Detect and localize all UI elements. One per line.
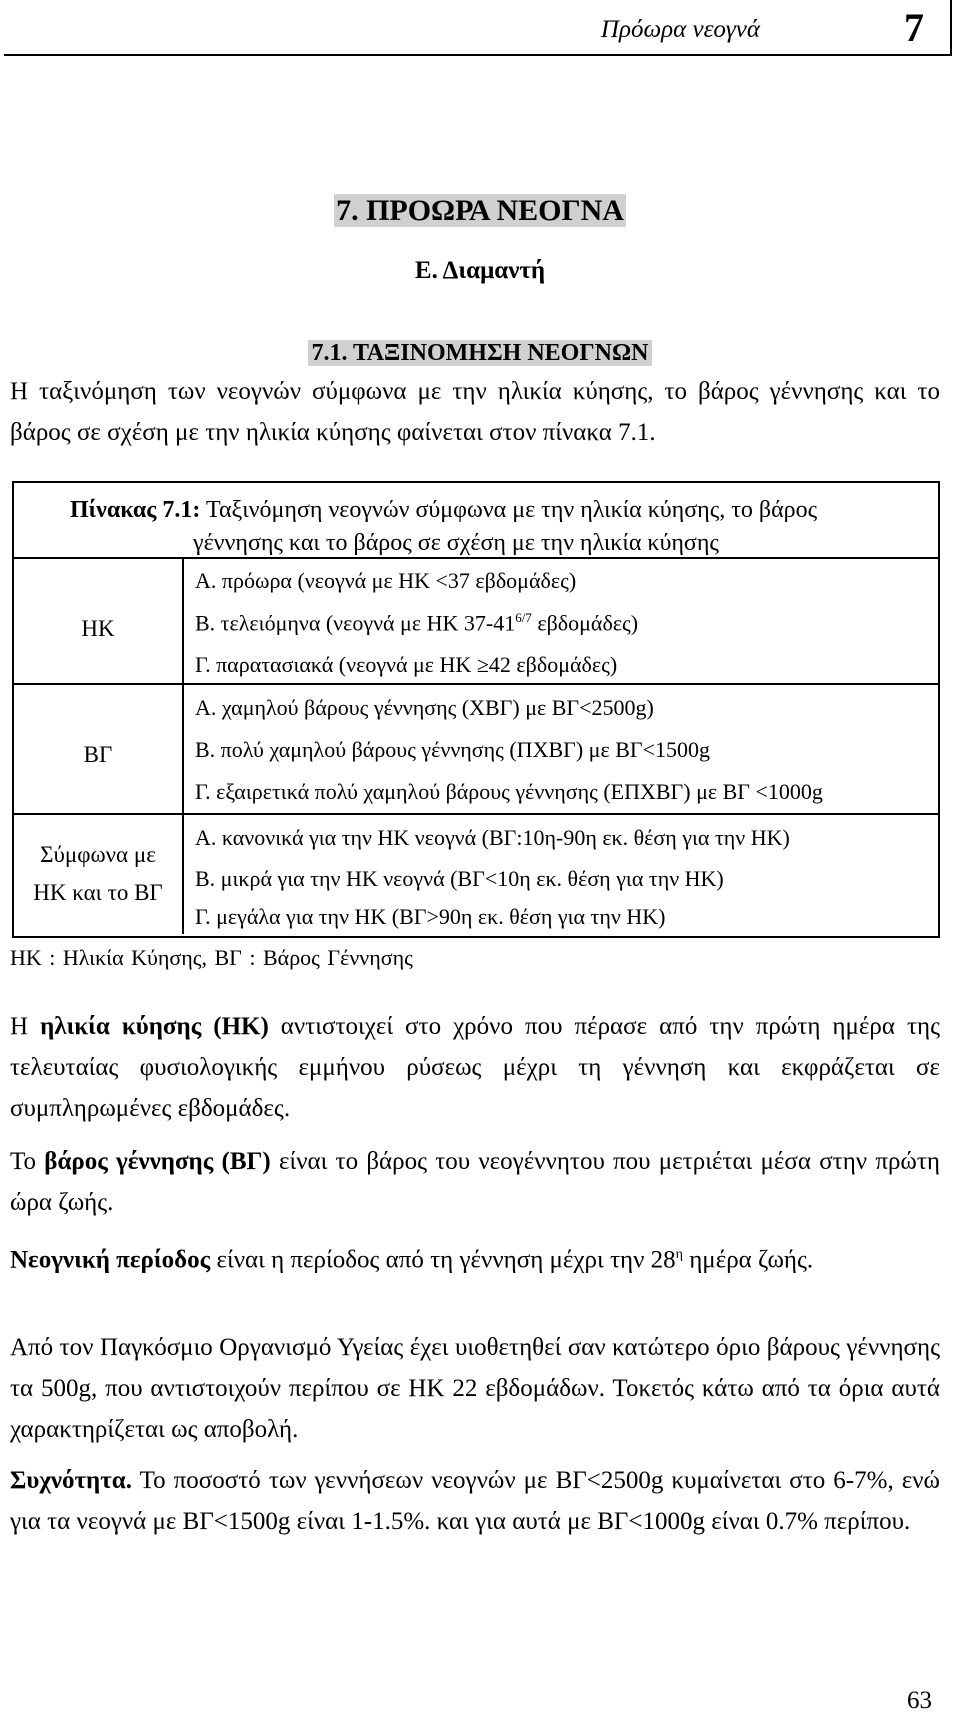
chapter-title (0, 194, 960, 228)
chapter-author: Ε. Διαμαντή (414, 257, 546, 284)
table-item: Β. μικρά για την ΗΚ νεογνά (ΒΓ<10η εκ. θέση για την ΗΚ) (195, 866, 724, 891)
paragraph-frequency (10, 1460, 940, 1542)
paragraph-term: Συχνότητα. (10, 1467, 132, 1494)
paragraph-text: Το (10, 1148, 45, 1175)
table-item-tail: εβδομάδες) (531, 610, 639, 636)
section-intro-paragraph: Η ταξινόμηση των νεογνών σύμφωνα με την ηλικία κύησης, το βάρος γέννησης και το βάρος σε σχέση με την ηλικία κύησης φαίνεται στον πίνακα 7.1. (10, 378, 940, 446)
table-category-birth-weight (14, 736, 182, 774)
table-item: Α. χαμηλού βάρους γέννησης (ΧΒΓ) με ΒΓ<2500g) (195, 695, 654, 720)
table-item (195, 610, 638, 636)
table-caption-line1: Ταξινόμηση νεογνών σύμφωνα με την ηλικία κύησης, το βάρος (200, 497, 818, 523)
running-title: Πρόωρα νεογνά (600, 16, 760, 43)
category-label-line: Σύμφωνα με (40, 842, 156, 867)
page-number: 63 (907, 1687, 932, 1714)
table-item: Α. πρόωρα (νεογνά με ΗΚ <37 εβδομάδες) (195, 568, 577, 593)
paragraph-gestational-age (10, 1006, 940, 1129)
paragraph-neonatal-period (10, 1234, 940, 1280)
table-item: Β. πολύ χαμηλού βάρους γέννησης (ΠΧΒΓ) με ΒΓ<1500g (195, 737, 711, 762)
table-category-weight-for-age (14, 836, 182, 912)
table-row-divider (12, 683, 938, 685)
paragraph-term: βάρος γέννησης (ΒΓ) (44, 1148, 271, 1175)
section-title-text: 7.1. ΤΑΞΙΝΟΜΗΣΗ ΝΕΟΓΝΩΝ (308, 340, 651, 366)
table-caption-number: Πίνακας 7.1: (70, 497, 201, 523)
table-item: Α. κανονικά για την ΗΚ νεογνά (ΒΓ:10η-90η εκ. θέση για την ΗΚ) (195, 825, 790, 850)
table-item-text: Β. τελειόμηνα (νεογνά με ΗΚ 37-41 (195, 610, 516, 636)
header-vertical-rule (950, 0, 952, 54)
category-label: ΒΓ (83, 742, 113, 767)
paragraph-term: ηλικία κύησης (ΗΚ) (40, 1013, 269, 1040)
paragraph-text: Η (10, 1013, 41, 1040)
table-row-divider (12, 813, 938, 815)
table-abbreviations: ΗΚ : Ηλικία Κύησης, ΒΓ : Βάρος Γέννησης (10, 945, 413, 970)
paragraph-text: ημέρα ζωής. (682, 1246, 814, 1274)
header-horizontal-rule (4, 54, 952, 56)
paragraph-term: Νεογνική περίοδος (10, 1246, 211, 1274)
page-header (0, 0, 960, 58)
paragraph-text: είναι το βάρος του νεογέννητου που μετριέται μέσα στην πρώτη ώρα ζωής. (10, 1148, 940, 1216)
table-category-gestational-age (14, 610, 182, 648)
paragraph-birth-weight (10, 1141, 940, 1223)
table-row-divider (12, 557, 938, 559)
table-caption (70, 490, 940, 530)
paragraph-superscript: η (675, 1247, 683, 1262)
section-title (0, 340, 960, 367)
category-label: ΗΚ (81, 616, 115, 641)
chapter-title-text: 7. ΠΡΟΩΡΑ ΝΕΟΓΝΑ (336, 194, 624, 227)
table-column-divider (182, 557, 184, 934)
table-item-superscript: 6/7 (515, 610, 532, 625)
paragraph-text: αντιστοιχεί στο χρόνο που πέρασε από την πρώτη ημέρα της τελευταίας φυσιολογικής εμμήνου ρύσεως μέχρι τη γέννηση και εκφράζεται σε συμπληρωμένες εβδομάδες. (10, 1013, 940, 1122)
table-item: Γ. παρατασιακά (νεογνά με ΗΚ ≥42 εβδομάδες) (195, 652, 618, 677)
paragraph-who-limit: Από τον Παγκόσμιο Οργανισμό Υγείας έχει υιοθετηθεί σαν κατώτερο όριο βάρους γέννησης τα 500g, που αντιστοιχούν περίπου σε ΗΚ 22 εβδομάδων. Τοκετός κάτω από τα όρια αυτά χαρακτηρίζεται ως αποβολή. (10, 1334, 940, 1443)
paragraph-text: Το ποσοστό των γεννήσεων νεογνών με ΒΓ<2500g κυμαίνεται στο 6-7%, ενώ για τα νεογνά με ΒΓ<1500g είναι 1-1.5%. και για αυτά με ΒΓ<1000g είναι 0.7% περίπου. (10, 1467, 940, 1535)
paragraph-text: είναι η περίοδος από τη γέννηση μέχρι την 28 (210, 1246, 676, 1274)
table-item: Γ. εξαιρετικά πολύ χαμηλού βάρους γέννησης (ΕΠΧΒΓ) με ΒΓ <1000g (195, 779, 823, 804)
table-caption-line2: γέννησης και το βάρος σε σχέση με την ηλικία κύησης (193, 530, 719, 556)
chapter-number: 7 (904, 5, 924, 50)
category-label-line: ΗΚ και το ΒΓ (33, 880, 163, 905)
table-item: Γ. μεγάλα για την ΗΚ (ΒΓ>90η εκ. θέση για την ΗΚ) (195, 904, 666, 929)
